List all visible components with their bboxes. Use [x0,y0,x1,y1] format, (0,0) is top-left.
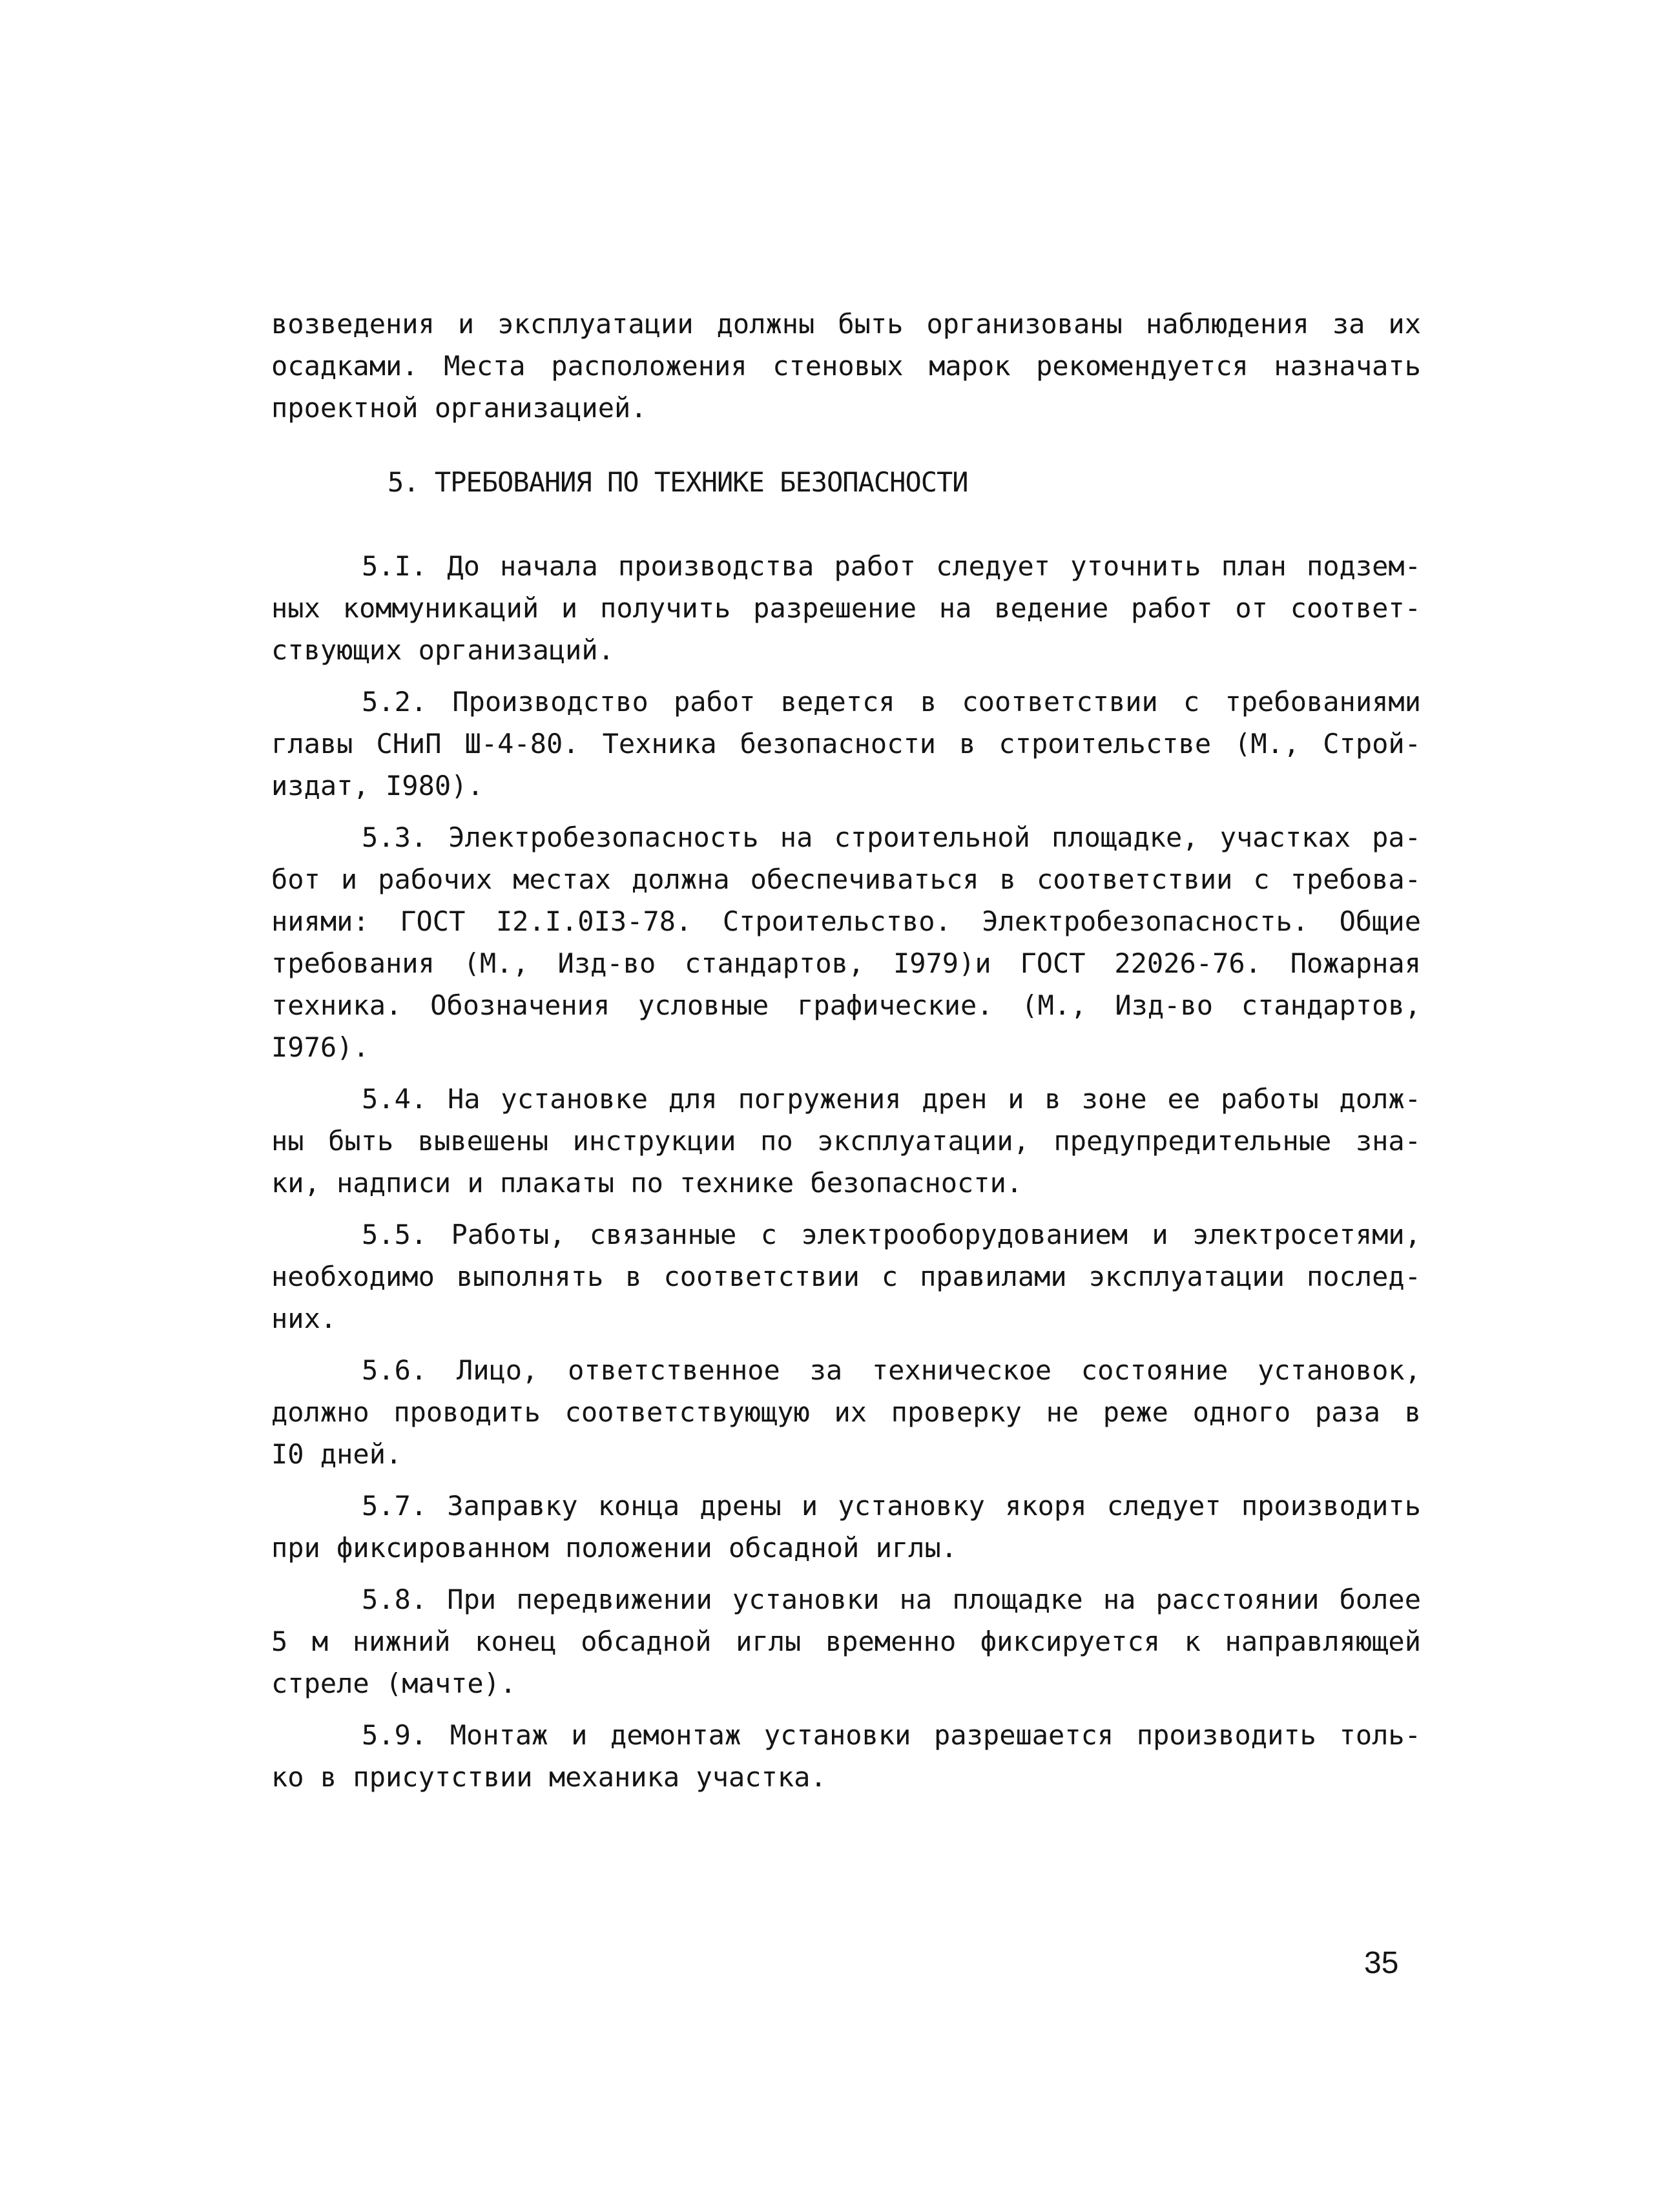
paragraph-line: 5.9. Монтаж и демонтаж установки разрешается производить толь- [362,1719,1421,1751]
paragraph-line: главы СНиП Ш-4-80. Техника безопасности в строительстве (М., Строй- [271,728,1421,760]
paragraph-line: 5 м нижний конец обсадной иглы временно фиксируется к направляющей [271,1626,1421,1657]
paragraph-line: 5.2. Производство работ ведется в соответствии с требованиями [362,686,1421,718]
paragraph-line: ки, надписи и плакаты по технике безопасности. [271,1167,1023,1199]
paragraph-line: ны быть вывешены инструкции по эксплуатации, предупредительные зна- [271,1125,1421,1157]
intro-line: проектной организацией. [271,392,647,424]
paragraph-line: бот и рабочих местах должна обеспечиваться в соответствии с требова- [271,863,1421,895]
paragraph-line: при фиксированном положении обсадной иглы. [271,1532,958,1564]
paragraph-line: 5.3. Электробезопасность на строительной площадке, участках ра- [362,822,1421,853]
paragraph-line: ниями: ГОСТ I2.I.0I3-78. Строительство. Электробезопасность. Общие [271,905,1421,937]
paragraph-line: них. [271,1303,337,1334]
paragraph-line: 5.4. На установке для погружения дрен и в зоне ее работы долж- [362,1083,1421,1115]
page-number: 35 [1364,1946,1399,1980]
paragraph-line: 5.8. При передвижении установки на площадке на расстоянии более [362,1584,1421,1615]
paragraph-line: 5.I. До начала производства работ следует уточнить план подзем- [362,550,1421,582]
paragraph-line: I976). [271,1031,369,1063]
paragraph-line: требования (М., Изд-во стандартов, I979)и ГОСТ 22026-76. Пожарная [271,947,1421,979]
section-heading: 5. ТРЕБОВАНИЯ ПО ТЕХНИКЕ БЕЗОПАСНОСТИ [388,466,968,498]
paragraph-line: 5.6. Лицо, ответственное за техническое состояние установок, [362,1354,1421,1386]
paragraph-line: I0 дней. [271,1438,402,1470]
paragraph-line: стреле (мачте). [271,1668,517,1699]
paragraph-line: необходимо выполнять в соответствии с правилами эксплуатации послед- [271,1261,1421,1292]
paragraph-line: техника. Обозначения условные графические. (М., Изд-во стандартов, [271,989,1421,1021]
paragraph-line: 5.5. Работы, связанные с электрооборудованием и электросетями, [362,1219,1421,1250]
intro-line: осадками. Места расположения стеновых марок рекомендуется назначать [271,350,1421,382]
paragraph-line: издат, I980). [271,770,484,801]
paragraph-line: должно проводить соответствующую их проверку не реже одного раза в [271,1396,1421,1428]
paragraph-line: ствующих организаций. [271,634,615,666]
intro-line: возведения и эксплуатации должны быть организованы наблюдения за их [271,308,1421,340]
paragraph-line: 5.7. Заправку конца дрены и установку якоря следует производить [362,1490,1421,1522]
paragraph-line: ко в присутствии механика участка. [271,1761,827,1793]
paragraph-line: ных коммуникаций и получить разрешение на ведение работ от соответ- [271,592,1421,624]
